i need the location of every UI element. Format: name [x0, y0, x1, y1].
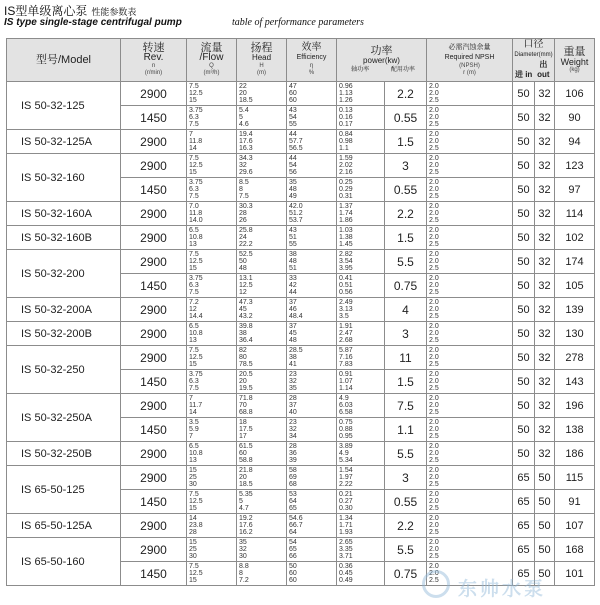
model-cell: IS 50-32-200 [7, 250, 121, 298]
model-cell: IS 50-32-125A [7, 130, 121, 154]
inlet-diameter-cell: 50 [513, 106, 535, 130]
table-row [7, 298, 595, 322]
head-cell: 8.8 8 7.2 [237, 562, 287, 586]
speed-cell: 2900 [121, 322, 187, 346]
shaft-power-cell: 0.36 0.45 0.49 [337, 562, 385, 586]
weight-cell: 94 [555, 130, 595, 154]
head-cell: 52.5 50 48 [237, 250, 287, 274]
speed-cell: 1450 [121, 178, 187, 202]
outlet-diameter-cell: 32 [535, 442, 555, 466]
watermark-logo [418, 568, 598, 604]
title-block [0, 0, 600, 32]
npsh-cell: 2.0 2.0 2.5 [427, 298, 513, 322]
head-cell: 13.1 12.5 12 [237, 274, 287, 298]
table-row [7, 514, 595, 538]
motor-power-cell: 0.75 [385, 562, 427, 586]
inlet-diameter-cell: 50 [513, 370, 535, 394]
shaft-power-cell: 0.21 0.27 0.30 [337, 490, 385, 514]
npsh-cell: 2.0 2.0 2.5 [427, 490, 513, 514]
outlet-diameter-cell: 32 [535, 322, 555, 346]
npsh-cell: 2.0 2.0 2.5 [427, 82, 513, 106]
flow-cell: 7.2 12 14.4 [187, 298, 237, 322]
weight-cell: 97 [555, 178, 595, 202]
flow-cell: 7 11.8 14 [187, 130, 237, 154]
motor-power-cell: 2.2 [385, 202, 427, 226]
performance-table [6, 38, 595, 586]
shaft-power-cell: 1.37 1.74 1.86 [337, 202, 385, 226]
speed-cell: 2900 [121, 442, 187, 466]
flow-cell: 7.5 12.5 15 [187, 562, 237, 586]
model-cell: IS 65-50-125A [7, 514, 121, 538]
head-cell: 5.4 5 4.6 [237, 106, 287, 130]
weight-cell: 107 [555, 514, 595, 538]
header-npsh: 必需汽蚀余量 Required NPSH (NPSH) r (m) [427, 39, 513, 82]
table-row [7, 130, 595, 154]
flow-cell: 3.75 6.3 7.5 [187, 178, 237, 202]
model-cell: IS 50-32-160B [7, 226, 121, 250]
speed-cell: 2900 [121, 394, 187, 418]
outlet-diameter-cell: 50 [535, 466, 555, 490]
head-cell: 71.8 70 68.8 [237, 394, 287, 418]
flow-cell: 7.5 12.5 15 [187, 82, 237, 106]
speed-cell: 2900 [121, 82, 187, 106]
head-cell: 21.8 20 18.5 [237, 466, 287, 490]
speed-cell: 2900 [121, 154, 187, 178]
header-head: 扬程 Head H (m) [237, 39, 287, 82]
inlet-diameter-cell: 50 [513, 226, 535, 250]
speed-cell: 1450 [121, 562, 187, 586]
efficiency-cell: 43 51 55 [287, 226, 337, 250]
header-diameter: 口径 Diameter(mm) 进 in出out [513, 39, 555, 82]
table-row [7, 322, 595, 346]
shaft-power-cell: 0.91 1.07 1.14 [337, 370, 385, 394]
model-cell: IS 50-32-125 [7, 82, 121, 130]
npsh-cell: 2.0 2.0 2.5 [427, 106, 513, 130]
efficiency-cell: 33 42 44 [287, 274, 337, 298]
motor-power-cell: 5.5 [385, 250, 427, 274]
efficiency-cell: 42.0 51.2 53.7 [287, 202, 337, 226]
table-row [7, 466, 595, 490]
weight-cell: 168 [555, 538, 595, 562]
table-row [7, 250, 595, 274]
header-weight: 重量 Weight (kg) [555, 39, 595, 82]
speed-cell: 2900 [121, 226, 187, 250]
header-efficiency: 效率 Efficiency η % [287, 39, 337, 82]
flow-cell: 3.75 6.3 7.5 [187, 106, 237, 130]
motor-power-cell: 11 [385, 346, 427, 370]
weight-cell: 278 [555, 346, 595, 370]
head-cell: 34.3 32 29.6 [237, 154, 287, 178]
npsh-cell: 2.0 2.0 2.5 [427, 226, 513, 250]
weight-cell: 123 [555, 154, 595, 178]
efficiency-cell: 23 32 35 [287, 370, 337, 394]
title-en-table: table of performance parameters [232, 17, 364, 28]
head-cell: 35 32 30 [237, 538, 287, 562]
model-cell: IS 65-50-125 [7, 466, 121, 514]
outlet-diameter-cell: 32 [535, 202, 555, 226]
efficiency-cell: 35 48 49 [287, 178, 337, 202]
npsh-cell: 2.0 2.0 2.5 [427, 322, 513, 346]
outlet-diameter-cell: 32 [535, 82, 555, 106]
flow-cell: 7.5 12.5 15 [187, 490, 237, 514]
inlet-diameter-cell: 50 [513, 418, 535, 442]
head-cell: 19.2 17.6 16.2 [237, 514, 287, 538]
weight-cell: 101 [555, 562, 595, 586]
header-row [7, 39, 595, 82]
motor-power-cell: 1.5 [385, 370, 427, 394]
speed-cell: 2900 [121, 130, 187, 154]
outlet-diameter-cell: 32 [535, 346, 555, 370]
weight-cell: 138 [555, 418, 595, 442]
title-en-type: IS type single-stage centrifugal pump [4, 17, 182, 28]
flow-cell: 15 25 30 [187, 538, 237, 562]
speed-cell: 2900 [121, 298, 187, 322]
motor-power-cell: 0.55 [385, 178, 427, 202]
outlet-diameter-cell: 50 [535, 538, 555, 562]
head-cell: 82 80 78.5 [237, 346, 287, 370]
motor-power-cell: 0.55 [385, 106, 427, 130]
inlet-diameter-cell: 50 [513, 298, 535, 322]
flow-cell: 3.75 6.3 7.5 [187, 274, 237, 298]
efficiency-cell: 43 54 55 [287, 106, 337, 130]
header-diameter-in: 进 in [514, 70, 533, 79]
table-row [7, 226, 595, 250]
shaft-power-cell: 0.84 0.98 1.1 [337, 130, 385, 154]
weight-cell: 139 [555, 298, 595, 322]
flow-cell: 3.5 5.9 7 [187, 418, 237, 442]
motor-power-cell: 0.75 [385, 274, 427, 298]
watermark-text: 东帅水泵 [458, 579, 547, 600]
motor-power-cell: 5.5 [385, 538, 427, 562]
model-cell: IS 50-32-160A [7, 202, 121, 226]
weight-cell: 115 [555, 466, 595, 490]
table-row [7, 394, 595, 418]
model-cell: IS 50-32-250A [7, 394, 121, 442]
npsh-cell: 2.0 2.0 2.5 [427, 370, 513, 394]
flow-cell: 15 25 30 [187, 466, 237, 490]
head-cell: 19.4 17.6 16.3 [237, 130, 287, 154]
shaft-power-cell: 0.96 1.13 1.26 [337, 82, 385, 106]
weight-cell: 106 [555, 82, 595, 106]
shaft-power-cell: 3.89 4.9 5.34 [337, 442, 385, 466]
weight-cell: 143 [555, 370, 595, 394]
flow-cell: 7.5 12.5 15 [187, 346, 237, 370]
efficiency-cell: 37 46 48.4 [287, 298, 337, 322]
motor-power-cell: 3 [385, 322, 427, 346]
weight-cell: 196 [555, 394, 595, 418]
header-power-shaft: 轴功率 [351, 67, 370, 73]
outlet-diameter-cell: 32 [535, 154, 555, 178]
speed-cell: 2900 [121, 538, 187, 562]
inlet-diameter-cell: 65 [513, 490, 535, 514]
outlet-diameter-cell: 50 [535, 514, 555, 538]
outlet-diameter-cell: 32 [535, 370, 555, 394]
weight-cell: 105 [555, 274, 595, 298]
npsh-cell: 2.0 2.0 2.5 [427, 466, 513, 490]
outlet-diameter-cell: 32 [535, 226, 555, 250]
motor-power-cell: 1.1 [385, 418, 427, 442]
shaft-power-cell: 0.75 0.88 0.95 [337, 418, 385, 442]
model-cell: IS 50-32-200A [7, 298, 121, 322]
header-speed: 转速 Rev. n (r/min) [121, 39, 187, 82]
efficiency-cell: 50 60 60 [287, 562, 337, 586]
speed-cell: 1450 [121, 418, 187, 442]
motor-power-cell: 2.2 [385, 514, 427, 538]
table-row [7, 82, 595, 106]
speed-cell: 2900 [121, 202, 187, 226]
flow-cell: 3.75 6.3 7.5 [187, 370, 237, 394]
speed-cell: 2900 [121, 250, 187, 274]
head-cell: 61.5 60 58.8 [237, 442, 287, 466]
head-cell: 18 17.5 17 [237, 418, 287, 442]
npsh-cell: 2.0 2.0 2.5 [427, 202, 513, 226]
table-row [7, 442, 595, 466]
npsh-cell: 2.0 2.0 2.5 [427, 442, 513, 466]
shaft-power-cell: 0.25 0.29 0.31 [337, 178, 385, 202]
shaft-power-cell: 2.49 3.13 3.5 [337, 298, 385, 322]
npsh-cell: 2.0 2.0 2.5 [427, 130, 513, 154]
flow-cell: 6.5 10.8 13 [187, 442, 237, 466]
header-power-motor: 配用功率 [390, 67, 415, 73]
efficiency-cell: 47 60 60 [287, 82, 337, 106]
efficiency-cell: 58 69 68 [287, 466, 337, 490]
table-body [7, 82, 595, 586]
head-cell: 39.8 38 36.4 [237, 322, 287, 346]
motor-power-cell: 3 [385, 466, 427, 490]
inlet-diameter-cell: 50 [513, 322, 535, 346]
outlet-diameter-cell: 32 [535, 250, 555, 274]
logo-icon [422, 570, 450, 598]
title-cn-sub: 性能参数表 [91, 7, 137, 17]
outlet-diameter-cell: 50 [535, 562, 555, 586]
npsh-cell: 2.0 2.0 2.5 [427, 154, 513, 178]
head-cell: 47.3 45 43.2 [237, 298, 287, 322]
inlet-diameter-cell: 50 [513, 202, 535, 226]
title-cn-main: IS型单级离心泵 [4, 4, 88, 18]
shaft-power-cell: 1.59 2.02 2.16 [337, 154, 385, 178]
speed-cell: 1450 [121, 106, 187, 130]
weight-cell: 90 [555, 106, 595, 130]
shaft-power-cell: 5.87 7.16 7.83 [337, 346, 385, 370]
inlet-diameter-cell: 50 [513, 82, 535, 106]
npsh-cell: 2.0 2.0 2.5 [427, 562, 513, 586]
efficiency-cell: 44 54 56 [287, 154, 337, 178]
efficiency-cell: 54.6 66.7 64 [287, 514, 337, 538]
outlet-diameter-cell: 50 [535, 490, 555, 514]
npsh-cell: 2.0 2.0 2.5 [427, 250, 513, 274]
weight-cell: 102 [555, 226, 595, 250]
speed-cell: 2900 [121, 466, 187, 490]
weight-cell: 174 [555, 250, 595, 274]
npsh-cell: 2.0 2.0 2.5 [427, 274, 513, 298]
inlet-diameter-cell: 65 [513, 562, 535, 586]
weight-cell: 114 [555, 202, 595, 226]
flow-cell: 7.5 12.5 15 [187, 250, 237, 274]
motor-power-cell: 4 [385, 298, 427, 322]
motor-power-cell: 2.2 [385, 82, 427, 106]
head-cell: 20.5 20 19.5 [237, 370, 287, 394]
speed-cell: 1450 [121, 274, 187, 298]
efficiency-cell: 28 37 40 [287, 394, 337, 418]
motor-power-cell: 0.55 [385, 490, 427, 514]
shaft-power-cell: 1.34 1.71 1.93 [337, 514, 385, 538]
flow-cell: 14 23.8 28 [187, 514, 237, 538]
motor-power-cell: 5.5 [385, 442, 427, 466]
motor-power-cell: 1.5 [385, 130, 427, 154]
flow-cell: 6.5 10.8 13 [187, 226, 237, 250]
inlet-diameter-cell: 65 [513, 514, 535, 538]
inlet-diameter-cell: 50 [513, 250, 535, 274]
speed-cell: 1450 [121, 490, 187, 514]
efficiency-cell: 54 65 66 [287, 538, 337, 562]
npsh-cell: 2.0 2.0 2.5 [427, 418, 513, 442]
inlet-diameter-cell: 50 [513, 274, 535, 298]
inlet-diameter-cell: 50 [513, 154, 535, 178]
efficiency-cell: 44 57.7 56.5 [287, 130, 337, 154]
npsh-cell: 2.0 2.0 2.5 [427, 538, 513, 562]
inlet-diameter-cell: 50 [513, 130, 535, 154]
header-model: 型号/Model [7, 39, 121, 82]
model-cell: IS 50-32-160 [7, 154, 121, 202]
model-cell: IS 65-50-160 [7, 538, 121, 586]
head-cell: 5.35 5 4.7 [237, 490, 287, 514]
inlet-diameter-cell: 50 [513, 394, 535, 418]
flow-cell: 7.5 12.5 15 [187, 154, 237, 178]
table-row [7, 538, 595, 562]
speed-cell: 1450 [121, 370, 187, 394]
speed-cell: 2900 [121, 514, 187, 538]
motor-power-cell: 7.5 [385, 394, 427, 418]
outlet-diameter-cell: 32 [535, 394, 555, 418]
table-row [7, 346, 595, 370]
outlet-diameter-cell: 32 [535, 274, 555, 298]
model-cell: IS 50-32-250 [7, 346, 121, 394]
weight-cell: 130 [555, 322, 595, 346]
outlet-diameter-cell: 32 [535, 178, 555, 202]
efficiency-cell: 23 32 34 [287, 418, 337, 442]
shaft-power-cell: 1.03 1.38 1.45 [337, 226, 385, 250]
weight-cell: 91 [555, 490, 595, 514]
efficiency-cell: 53 64 65 [287, 490, 337, 514]
inlet-diameter-cell: 50 [513, 442, 535, 466]
inlet-diameter-cell: 65 [513, 538, 535, 562]
flow-cell: 7.0 11.8 14.0 [187, 202, 237, 226]
shaft-power-cell: 0.41 0.51 0.56 [337, 274, 385, 298]
inlet-diameter-cell: 50 [513, 178, 535, 202]
shaft-power-cell: 2.82 3.54 3.95 [337, 250, 385, 274]
table-row [7, 202, 595, 226]
npsh-cell: 2.0 2.0 2.5 [427, 514, 513, 538]
shaft-power-cell: 1.54 1.97 2.22 [337, 466, 385, 490]
outlet-diameter-cell: 32 [535, 298, 555, 322]
outlet-diameter-cell: 32 [535, 130, 555, 154]
motor-power-cell: 3 [385, 154, 427, 178]
shaft-power-cell: 4.9 6.03 6.58 [337, 394, 385, 418]
head-cell: 22 20 18.5 [237, 82, 287, 106]
inlet-diameter-cell: 65 [513, 466, 535, 490]
header-diameter-out: 出out [537, 60, 550, 79]
npsh-cell: 2.0 2.0 2.5 [427, 178, 513, 202]
weight-cell: 186 [555, 442, 595, 466]
npsh-cell: 2.0 2.0 2.5 [427, 394, 513, 418]
shaft-power-cell: 1.91 2.47 2.68 [337, 322, 385, 346]
outlet-diameter-cell: 32 [535, 418, 555, 442]
shaft-power-cell: 2.65 3.35 3.71 [337, 538, 385, 562]
efficiency-cell: 28 36 39 [287, 442, 337, 466]
table-row [7, 154, 595, 178]
inlet-diameter-cell: 50 [513, 346, 535, 370]
header-power: 功率 power(kw) 轴功率 配用功率 [337, 39, 427, 82]
efficiency-cell: 37 45 48 [287, 322, 337, 346]
efficiency-cell: 38 48 51 [287, 250, 337, 274]
motor-power-cell: 1.5 [385, 226, 427, 250]
outlet-diameter-cell: 32 [535, 106, 555, 130]
speed-cell: 2900 [121, 346, 187, 370]
efficiency-cell: 28.5 38 41 [287, 346, 337, 370]
model-cell: IS 50-32-250B [7, 442, 121, 466]
flow-cell: 7 11.7 14 [187, 394, 237, 418]
head-cell: 30.3 28 26 [237, 202, 287, 226]
flow-cell: 6.5 10.8 13 [187, 322, 237, 346]
npsh-cell: 2.0 2.0 2.5 [427, 346, 513, 370]
header-flow: 流量 /Flow Q (m³/h) [187, 39, 237, 82]
head-cell: 8.5 8 7.5 [237, 178, 287, 202]
head-cell: 25.8 24 22.2 [237, 226, 287, 250]
shaft-power-cell: 0.13 0.16 0.17 [337, 106, 385, 130]
model-cell: IS 50-32-200B [7, 322, 121, 346]
